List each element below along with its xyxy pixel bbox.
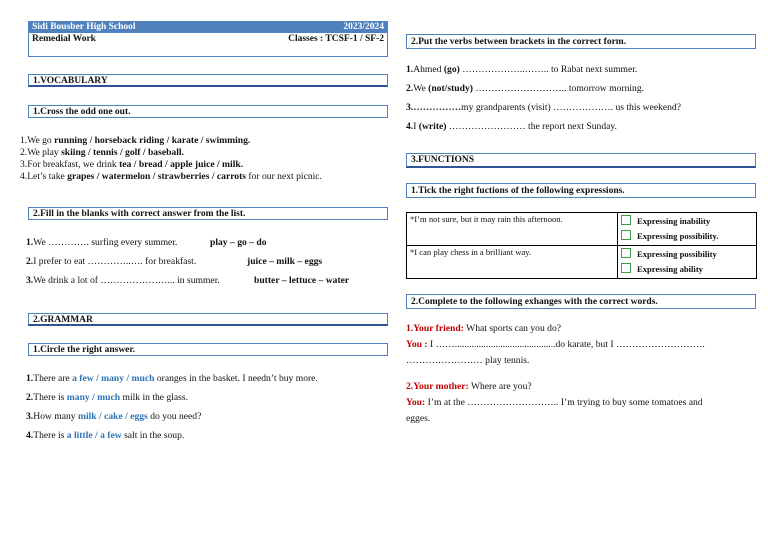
options-cell [618, 246, 757, 279]
list-item: 3.……………my grandparents (visit) ………………. us this weekend? [406, 102, 681, 113]
list-item: 1.We go running / horseback riding / karate / swimming. [20, 135, 251, 146]
circle-answer-title: 1.Circle the right answer. [28, 343, 388, 356]
checkbox[interactable] [621, 263, 631, 273]
dialogue-one [406, 323, 705, 371]
option-row: Expressing ability [621, 262, 753, 277]
expression-cell: *I’m not sure, but it may rain this afternoon. [407, 213, 618, 246]
dialogue-line: 2.Your mother: Where are you? [406, 381, 532, 392]
verbs-title: 2.Put the verbs between brackets in the correct form. [406, 34, 756, 49]
table-row [407, 246, 757, 279]
list-item: 4.Let’s take grapes / watermelon / strawberries / carrots for our next picnic. [20, 171, 322, 182]
dialogue-line: …………………… play tennis. [406, 355, 530, 366]
option-row: Expressing possibility. [621, 229, 753, 244]
list-item: 2.There is many / much milk in the glass. [26, 392, 189, 403]
tick-functions-title: 1.Tick the right fuctions of the following expressions. [406, 183, 756, 198]
list-item: 3.For breakfast, we drink tea / bread / apple juice / milk. [20, 159, 244, 170]
list-item: 4.There is a little / a few salt in the soup. [26, 430, 185, 441]
list-item: 4.I (write) …………………… the report next Sunday. [406, 121, 617, 132]
school-header-bar [28, 21, 388, 33]
circle-answer-list [26, 373, 318, 449]
dialogue-line: You: I’m at the ……………………….. I’m trying to buy some tomatoes and [406, 397, 703, 408]
school-name: Sidi Bousber High School [32, 22, 136, 32]
list-item: 3.We drink a lot of …………………... in summer. butter – lettuce – water [26, 275, 350, 286]
grammar-section-title: 2.GRAMMAR [28, 313, 388, 326]
fill-blanks-list [26, 237, 376, 294]
checkbox[interactable] [621, 248, 631, 258]
odd-one-out-title: 1.Cross the odd one out. [28, 105, 388, 118]
school-year: 2023/2024 [343, 22, 384, 32]
list-item: 2.We play skiing / tennis / golf / baseball. [20, 147, 184, 158]
checkbox[interactable] [621, 215, 631, 225]
list-item: 1.Ahmed (go) ………………..…….. to Rabat next summer. [406, 64, 638, 75]
fill-blanks-title: 2.Fill in the blanks with correct answer from the list. [28, 207, 388, 220]
list-item: 1.There are a few / many / much oranges in the basket. I needn’t buy more. [26, 373, 318, 384]
dialogue-two [406, 381, 703, 429]
complete-exchanges-title: 2.Complete to the following exhanges with the correct words. [406, 294, 756, 309]
vocabulary-section-title: 1.VOCABULARY [28, 74, 388, 87]
classes-label: Classes : TCSF-1 / SF-2 [288, 34, 384, 44]
option-row: Expressing possibility [621, 247, 753, 262]
dialogue-line: 1.Your friend: What sports can you do? [406, 323, 561, 334]
table-row [407, 213, 757, 246]
list-item: 2.We (not/study) ……………………….. tomorrow morning. [406, 83, 645, 94]
option-row: Expressing inability [621, 214, 753, 229]
verbs-list [406, 64, 681, 140]
work-title: Remedial Work [32, 34, 96, 44]
checkbox[interactable] [621, 230, 631, 240]
options-cell [618, 213, 757, 246]
header-box [28, 33, 388, 57]
functions-section-title: 3.FUNCTIONS [406, 153, 756, 168]
list-item: 1.We …………. surfing every summer. play – go – do [26, 237, 267, 248]
functions-table [406, 212, 757, 279]
odd-one-out-list [20, 135, 322, 183]
dialogue-line: You : I ……..........................................do karate, but I ………………………. [406, 339, 705, 350]
list-item: 3.How many milk / cake / eggs do you need? [26, 411, 202, 422]
expression-cell: *I can play chess in a brilliant way. [407, 246, 618, 279]
dialogue-line: egges. [406, 413, 431, 424]
list-item: 2.I prefer to eat …………..…. for breakfast. juice – milk – eggs [26, 256, 323, 267]
